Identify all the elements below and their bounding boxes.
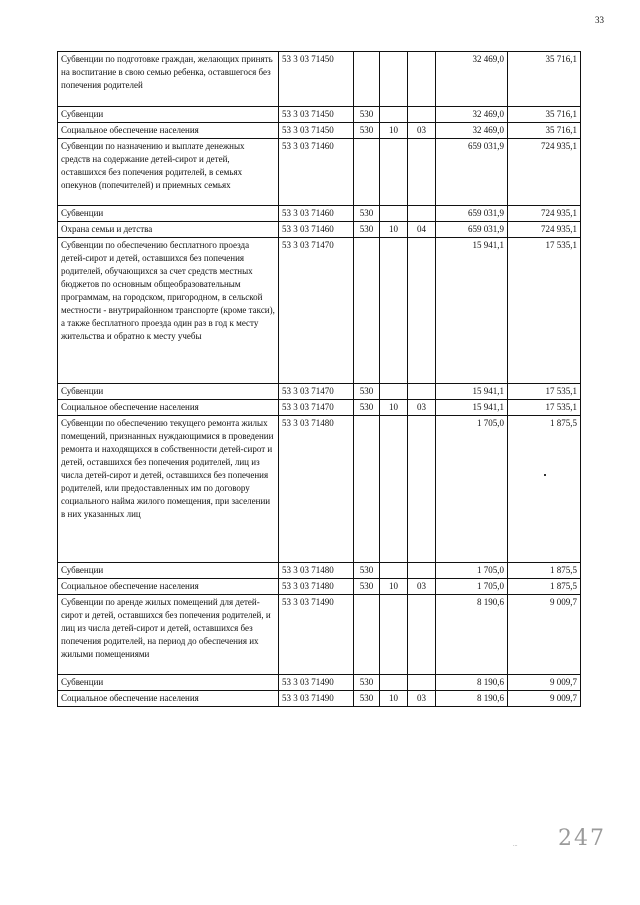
row-year2: 1 875,5 [508,563,581,579]
row-year2: 35 716,1 [508,123,581,139]
row-pr: 03 [408,123,436,139]
row-year1: 15 941,1 [436,384,508,400]
row-code: 53 3 03 71490 [279,691,354,707]
table-row [58,691,581,707]
row-name: Социальное обеспечение населения [58,400,279,416]
row-code: 53 3 03 71470 [279,400,354,416]
row-year1: 32 469,0 [436,52,508,107]
row-vr: 530 [354,675,380,691]
table-row [58,579,581,595]
row-pr: 03 [408,579,436,595]
row-name: Субвенции по обеспечению текущего ремонта жилых помещений, признанных нуждающимися в проведении ремонта и находящихся в собственности детей-сирот и детей, оставшихся без попечения родителей, лиц из числа детей-сирот и детей, оставшихся без попечения родителей, или предоставленных им по договору социального найма жилого помещения, при заселении в них указанных лиц [58,416,279,563]
row-rz [380,675,408,691]
row-vr [354,139,380,206]
page-number: 33 [595,15,604,25]
row-year1: 32 469,0 [436,123,508,139]
budget-table [57,51,581,707]
row-code: 53 3 03 71460 [279,222,354,238]
row-year1: 1 705,0 [436,416,508,563]
row-pr [408,52,436,107]
row-rz [380,595,408,675]
row-rz [380,416,408,563]
row-year2: 724 935,1 [508,139,581,206]
row-pr [408,595,436,675]
row-vr: 530 [354,579,380,595]
table-row [58,595,581,675]
row-pr: 03 [408,691,436,707]
row-year1: 32 469,0 [436,107,508,123]
row-code: 53 3 03 71480 [279,563,354,579]
row-name: Субвенции [58,107,279,123]
row-rz [380,563,408,579]
row-year1: 8 190,6 [436,691,508,707]
row-code: 53 3 03 71490 [279,595,354,675]
row-code: 53 3 03 71470 [279,238,354,384]
row-rz [380,206,408,222]
scan-mark: ... [513,842,518,848]
table-row [58,416,581,563]
row-year1: 659 031,9 [436,139,508,206]
row-code: 53 3 03 71480 [279,416,354,563]
row-name: Субвенции [58,563,279,579]
row-rz: 10 [380,691,408,707]
row-year2: 724 935,1 [508,206,581,222]
row-rz [380,107,408,123]
row-year1: 1 705,0 [436,563,508,579]
row-pr [408,107,436,123]
table-row [58,139,581,206]
row-year2: 1 875,5 [508,416,581,563]
row-code: 53 3 03 71490 [279,675,354,691]
row-year1: 1 705,0 [436,579,508,595]
row-pr: 03 [408,400,436,416]
table-row [58,52,581,107]
row-rz [380,52,408,107]
row-code: 53 3 03 71450 [279,107,354,123]
row-name: Субвенции по аренде жилых помещений для детей-сирот и детей, оставшихся без попечения родителей, и лиц из числа детей-сирот и детей, оставшихся без попечения родителей, на период до обеспечения их жилыми помещениями [58,595,279,675]
scan-speck [544,474,546,476]
row-year2: 9 009,7 [508,691,581,707]
row-pr [408,675,436,691]
table-row [58,107,581,123]
row-year1: 15 941,1 [436,238,508,384]
row-code: 53 3 03 71470 [279,384,354,400]
row-pr [408,206,436,222]
row-year2: 724 935,1 [508,222,581,238]
row-vr [354,52,380,107]
row-name: Субвенции по обеспечению бесплатного проезда детей-сирот и детей, оставшихся без попечения родителей, обучающихся за счет средств местных бюджетов по основным общеобразовательным программам, на городском, пригородном, в сельской местности - внутрирайонном транспорте (кроме такси), а также бесплатного проезда один раз в год к месту жительства и обратно к месту учебы [58,238,279,384]
table-row [58,400,581,416]
row-vr: 530 [354,206,380,222]
row-name: Субвенции [58,384,279,400]
row-vr: 530 [354,563,380,579]
row-code: 53 3 03 71460 [279,139,354,206]
row-name: Социальное обеспечение населения [58,123,279,139]
row-year2: 9 009,7 [508,595,581,675]
table-row [58,238,581,384]
row-rz: 10 [380,400,408,416]
row-year2: 17 535,1 [508,400,581,416]
row-rz [380,139,408,206]
row-vr [354,416,380,563]
row-rz: 10 [380,123,408,139]
row-vr: 530 [354,123,380,139]
table-row [58,563,581,579]
row-vr [354,595,380,675]
table-row [58,675,581,691]
row-year2: 1 875,5 [508,579,581,595]
table-row [58,123,581,139]
row-year2: 17 535,1 [508,384,581,400]
row-pr: 04 [408,222,436,238]
sheet-number-stamp: 247 [558,826,606,851]
row-name: Социальное обеспечение населения [58,691,279,707]
row-rz [380,384,408,400]
row-pr [408,238,436,384]
row-vr: 530 [354,400,380,416]
row-name: Субвенции по назначению и выплате денежных средств на содержание детей-сирот и детей, оставшихся без попечения родителей, в семьях опекунов (попечителей) и приемных семьях [58,139,279,206]
row-rz: 10 [380,222,408,238]
row-year2: 35 716,1 [508,52,581,107]
row-pr [408,416,436,563]
row-vr: 530 [354,222,380,238]
row-code: 53 3 03 71450 [279,123,354,139]
row-name: Социальное обеспечение населения [58,579,279,595]
row-rz: 10 [380,579,408,595]
row-vr: 530 [354,107,380,123]
row-name: Субвенции [58,206,279,222]
row-year1: 8 190,6 [436,675,508,691]
row-year1: 659 031,9 [436,222,508,238]
row-year2: 9 009,7 [508,675,581,691]
row-pr [408,563,436,579]
row-rz [380,238,408,384]
row-name: Субвенции по подготовке граждан, желающих принять на воспитание в свою семью ребенка, оставшегося без попечения родителей [58,52,279,107]
row-year2: 17 535,1 [508,238,581,384]
table-row [58,222,581,238]
table-row [58,206,581,222]
row-pr [408,139,436,206]
row-year1: 15 941,1 [436,400,508,416]
row-vr [354,238,380,384]
row-pr [408,384,436,400]
row-name: Охрана семьи и детства [58,222,279,238]
row-code: 53 3 03 71480 [279,579,354,595]
row-code: 53 3 03 71450 [279,52,354,107]
row-vr: 530 [354,691,380,707]
row-year2: 35 716,1 [508,107,581,123]
row-name: Субвенции [58,675,279,691]
row-vr: 530 [354,384,380,400]
row-year1: 8 190,6 [436,595,508,675]
row-year1: 659 031,9 [436,206,508,222]
row-code: 53 3 03 71460 [279,206,354,222]
table-row [58,384,581,400]
